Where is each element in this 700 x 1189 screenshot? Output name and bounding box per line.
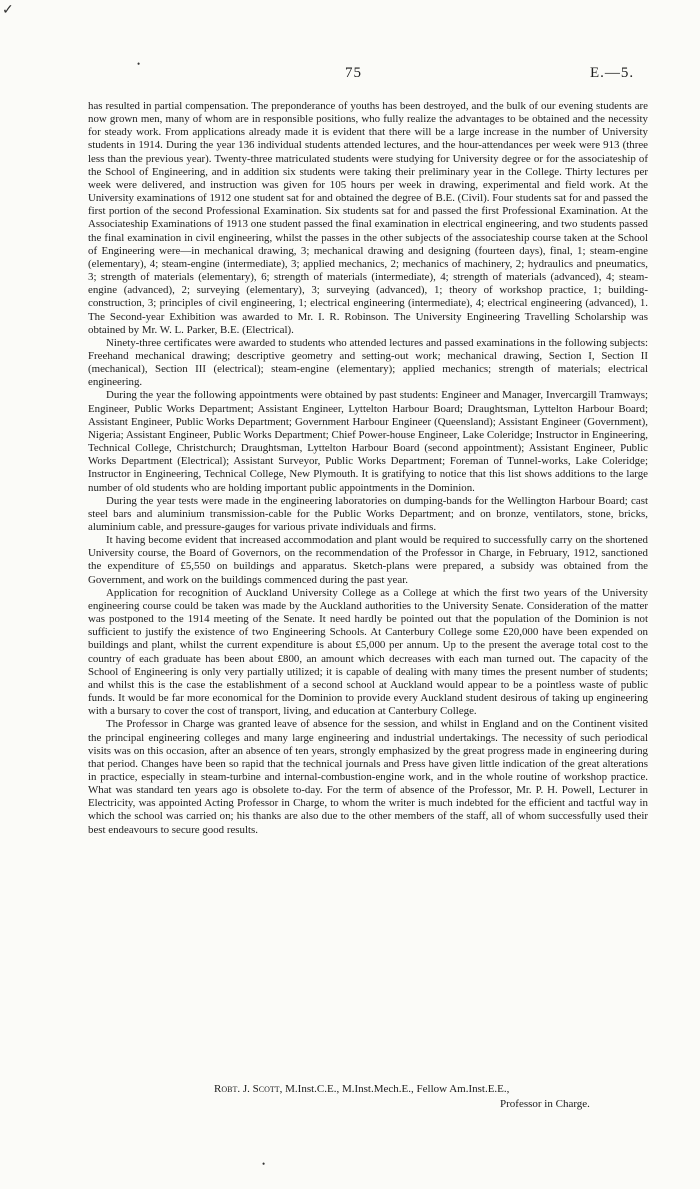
corner-tick-mark: ✓: [2, 3, 14, 18]
scan-dot-mark: •: [137, 59, 141, 69]
scan-dot-mark-bottom: •: [262, 1159, 266, 1169]
paragraph-auckland: Application for recognition of Auckland University College as a College at which the first two years of the University engineering course could be taken was made by the Auckland authorities to the University Senate. Consideration of the matter was postponed to the 1914 meeting of the Senate. It need hardly be pointed out that the population of the Dominion is not sufficient to justify the existence of two Engineering Schools. At Canterbury College some £20,000 have been expended on buildings and plant, whilst the current expenditure is about £5,000 per annum. Up to the present the average total cost to the country of each graduate has been about £800, an amount which decreases with each man turned out. The capacity of the School of Engineering is only very partially utilized; it is capable of dealing with many times the present number of students; and whilst this is the case the establishment of a second school at Auckland would appear to be a pointless waste of public funds. It would be far more economical for the Dominion to provide every Auckland student desirous of taking up engineering with a bursary to cover the cost of transport, living, and education at Canterbury College.: [88, 586, 648, 718]
body-text: [88, 100, 648, 837]
series-code: E.—5.: [590, 65, 635, 81]
paragraph-appointments: During the year the following appointments were obtained by past students: Engineer and Manager, Invercargill Tramways; Engineer, Public Works Department; Assistant Engineer, Lyttelton Harbour Board; Draughtsman, Lyttelton Harbour Board; Assistant Engineer, Public Works Department; Government Harbour Engineer (Queensland); Assistant Engineer (Government), Nigeria; Assistant Engineer, Public Works Department; Chief Power-house Engineer, Lake Coleridge; Instructor in Engineering, Technical College, Christchurch; Draughtsman, Lyttelton Harbour Board (second appointment); Assistant Engineer, Public Works Department (Electrical); Assistant Surveyor, Public Works Department; Foreman of Tunnel-works, Lake Coleridge; Instructor in Engineering, Technical College, New Plymouth. It is gratifying to notice that this list shows additions to the large number of old students who are holding important public appointments in the Dominion.: [88, 389, 648, 494]
paragraph-accommodation: It having become evident that increased accommodation and plant would be required to successfully carry on the shortened University course, the Board of Governors, on the recommendation of the Professor in Charge, in February, 1912, sanctioned the expenditure of £5,550 on buildings and apparatus. Sketch-plans were prepared, a subsidy was obtained from the Government, and work on the buildings commenced during the past year.: [88, 534, 648, 586]
signatory-credentials: , M.Inst.C.E., M.Inst.Mech.E., Fellow Am.Inst.E.E.,: [279, 1083, 510, 1095]
signature-line: [214, 1083, 509, 1097]
paragraph-leave-of-absence: The Professor in Charge was granted leave of absence for the session, and whilst in England and on the Continent visited the principal engineering colleges and many large engineering and industrial undertakings. The necessity of such periodical visits was on this occasion, after an absence of ten years, strongly emphasized by the great progress made in engineering during that period. Changes have been so rapid that the technical journals and Press have given little indication of the great alterations in practice, especially in steam-turbine and internal-combustion-engine work, and in the whole routine of workshop practice. What was standard ten years ago is obsolete to-day. For the term of absence of the Professor, Mr. P. H. Powell, Lecturer in Electricity, was appointed Acting Professor in Charge, to whom the writer is much indebted for the efficient and tactful way in which the school was carried on; his thanks are also due to the other members of the staff, all of whom successfully used their best endeavours to secure good results.: [88, 718, 648, 836]
paragraph-tests: During the year tests were made in the engineering laboratories on dumping-bands for the Wellington Harbour Board; cast steel bars and aluminium transmission-cable for the Public Works Department; and on bronze, ventilators, stone, bricks, aluminium cable, and pressure-gauges for various private individuals and firms.: [88, 494, 648, 533]
signatory-name: Robt. J. Scott: [214, 1083, 280, 1095]
paragraph-continuation: has resulted in partial compensation. The preponderance of youths has been destroyed, and the bulk of our evening students are now grown men, many of whom are in responsible positions, who fully realize the advantages to be obtained and the necessity for steady work. From applications already made it is evident that there will be a large increase in the number of University students in 1914. During the year 136 individual students attended lectures, and the hour-attendances per week were 913 (three less than the previous year). Twenty-three matriculated students were studying for University degree or for the associateship of the School of Engineering, and in addition six students were taking their preliminary year in the College. Thirty lectures per week were delivered, and instruction was given for 105 hours per week in drawing, experimental and field work. At the University examinations of 1912 one student sat for and obtained the degree of B.E. (Civil). Four students sat for and passed the first portion of the second Professional Examination. Six students sat for and passed the first Professional Examination. At the Associateship Examinations of 1913 one student passed the final examination in electrical engineering, and two students passed the final examination in civil engineering, whilst the passes in the other subjects of the associateship course taken at the School of Engineering were—in mechanical drawing, 3; mechanical drawing and designing (fourteen days), final, 1; steam-engine (elementary), 4; steam-engine (intermediate), 3; applied mechanics, 2; mechanics of machinery, 2; hydraulics and pneumatics, 3; strength of materials (elementary), 6; strength of materials (intermediate), 4; strength of materials (advanced), 4; steam-engine (advanced), 2; surveying (elementary), 3; surveying (advanced), 1; theory of workshop practice, 1; building-construction, 3; principles of civil engineering, 1; electrical engineering (intermediate), 4; electrical engineering (advanced), 1. The Second-year Exhibition was awarded to Mr. I. R. Robinson. The University Engineering Travelling Scholarship was obtained by Mr. W. L. Parker, B.E. (Electrical).: [88, 100, 648, 336]
page-number: 75: [345, 65, 362, 81]
signatory-title: Professor in Charge.: [500, 1098, 590, 1110]
paragraph-certificates: Ninety-three certificates were awarded to students who attended lectures and passed examinations in the following subjects: Freehand mechanical drawing; descriptive geometry and setting-out work; mechanical drawing, Section I, Section II (mechanical), Section III (electrical); steam-engine (elementary); applied mechanics; strength of materials; electrical engineering.: [88, 336, 648, 389]
